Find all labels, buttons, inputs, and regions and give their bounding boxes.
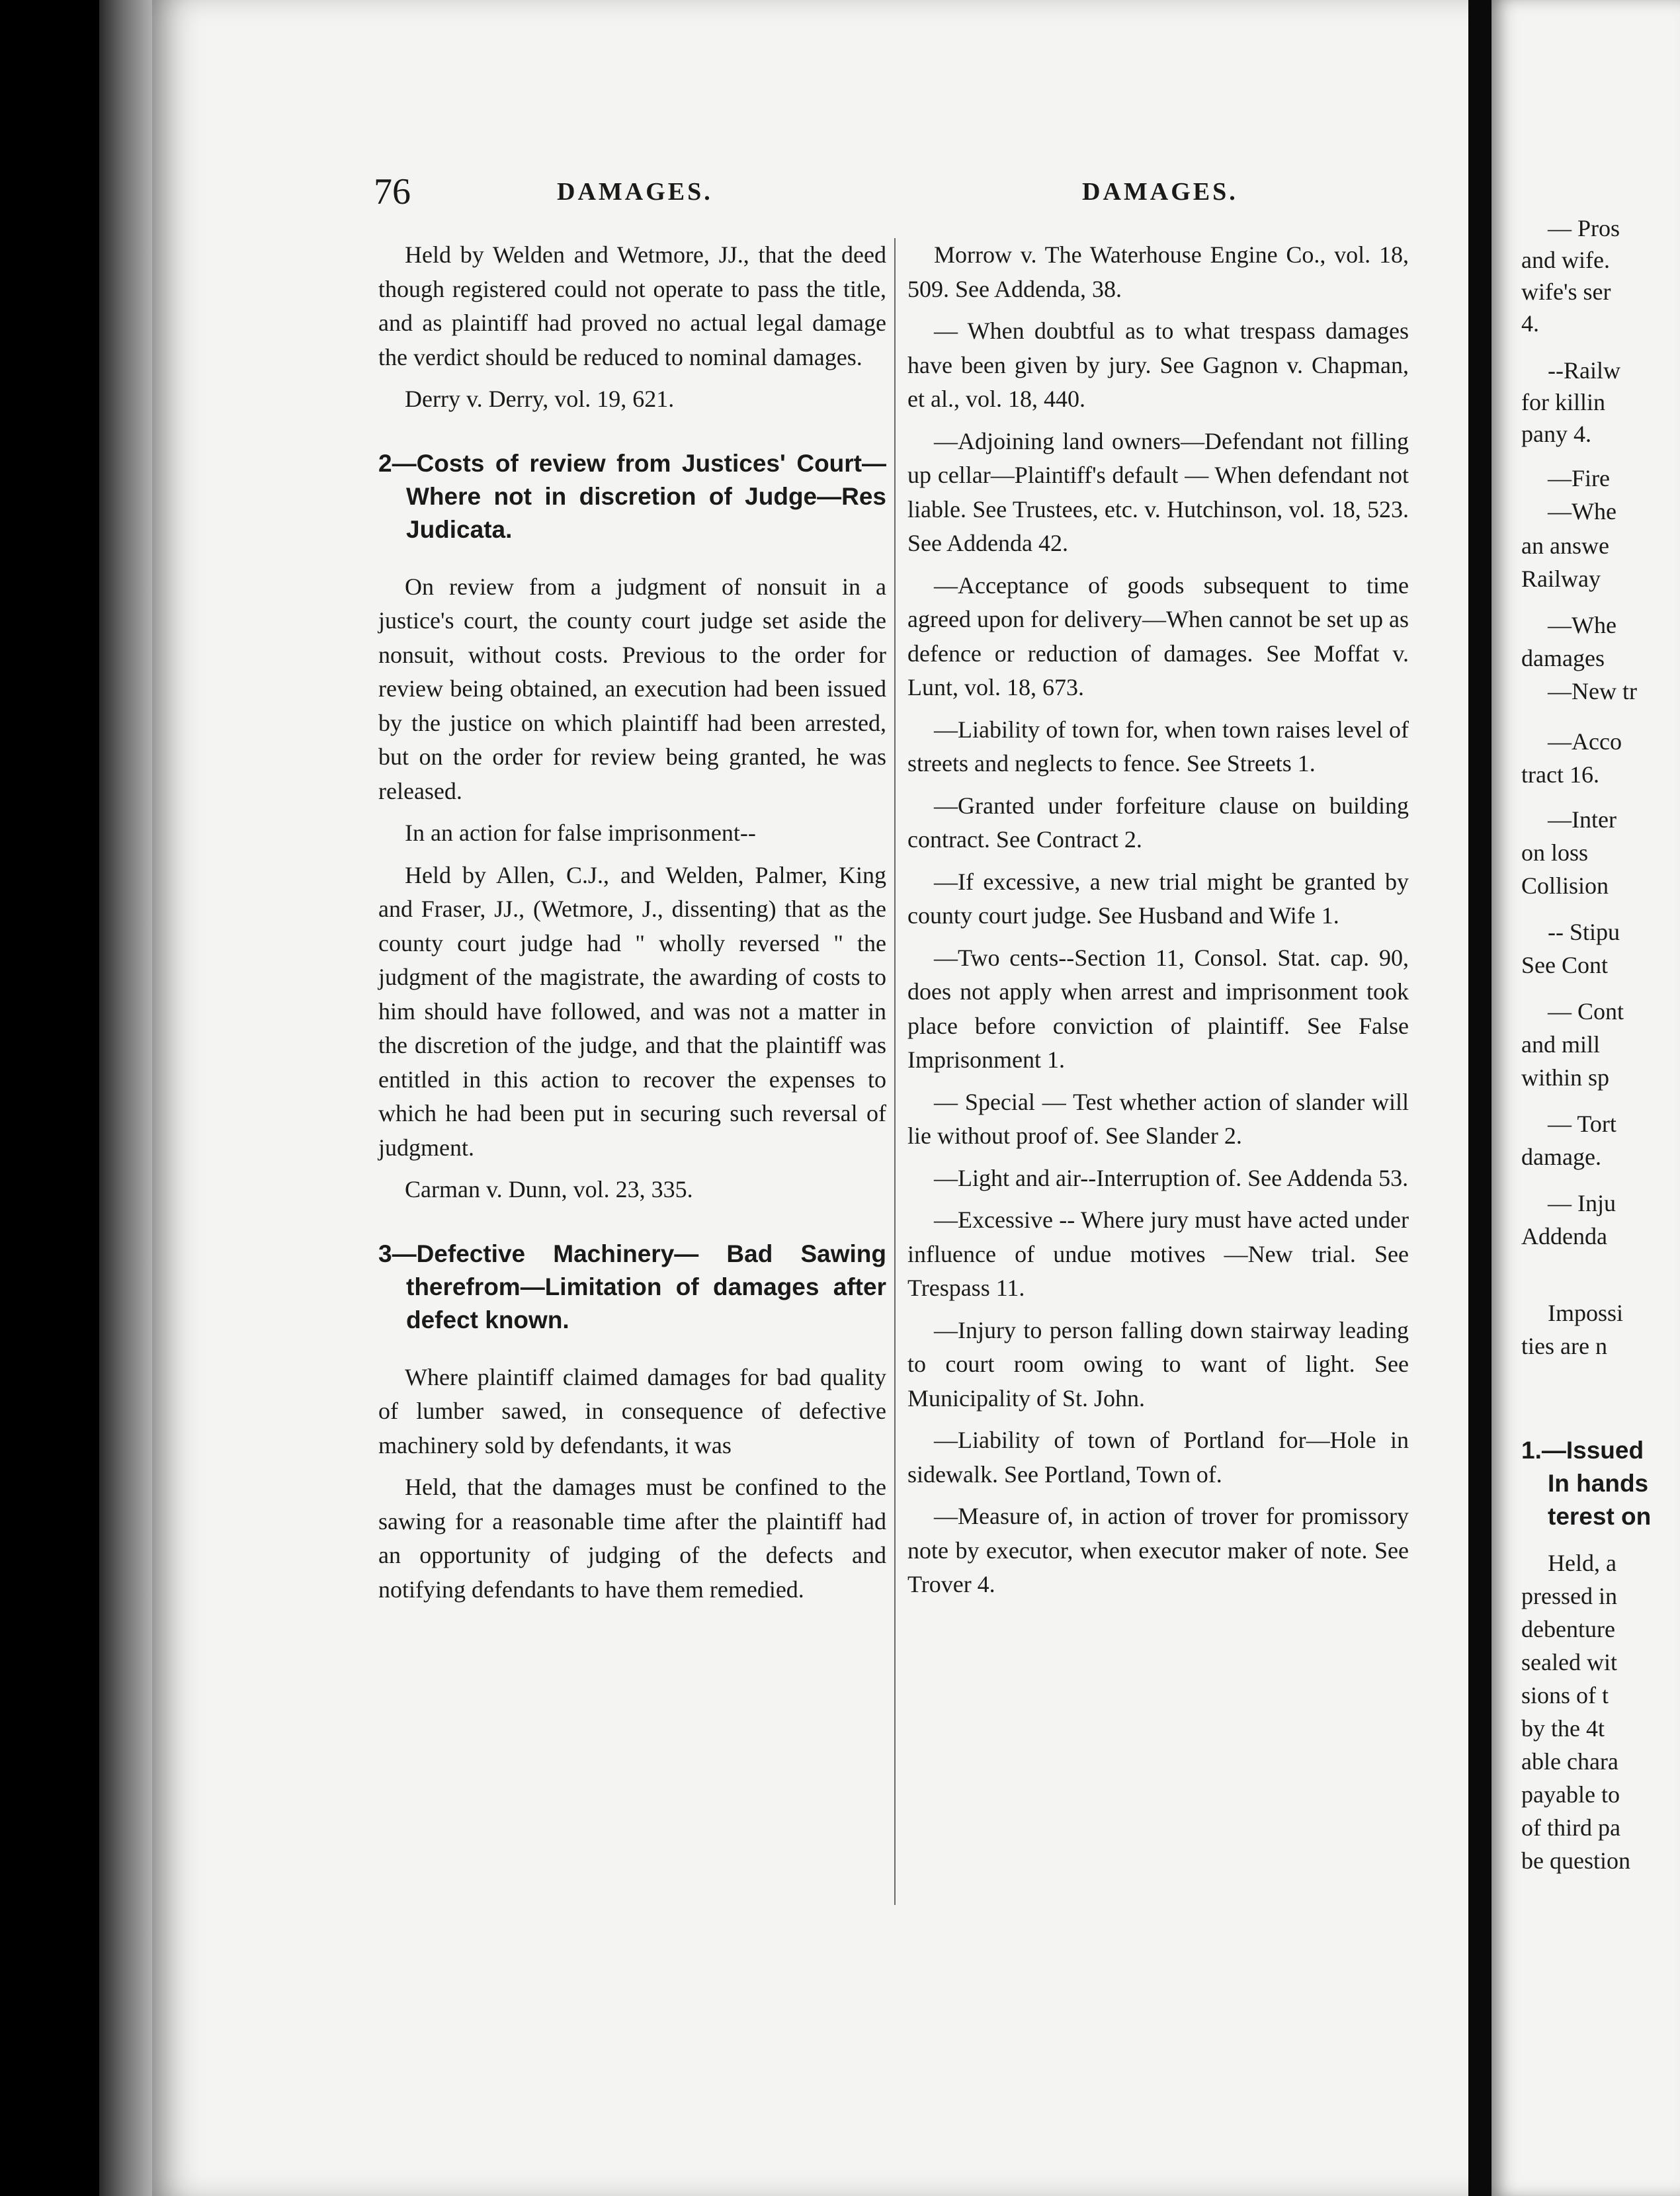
index-entry: —Light and air--Interruption of. See Addenda 53. [934, 1164, 1409, 1191]
right-page-line: terest on [1548, 1503, 1652, 1530]
right-page-line: Railway [1521, 566, 1601, 592]
right-page-line: —Inter [1548, 806, 1617, 833]
paragraph: On review from a judgment of nonsuit in a justice's court, the county court judge set aside the nonsuit, without costs. Previous to the order for review being obtained, an execution had been issued by the justice on which plaintiff had been arrested, but on the order for review being granted, he was released. [378, 573, 886, 804]
right-page-line: payable to [1521, 1781, 1620, 1808]
right-page-line: —Whe [1548, 498, 1617, 525]
right-page-line: and mill [1521, 1031, 1600, 1058]
paragraph: Held, that the damages must be confined to the sawing for a reasonable time after the plaintiff had an opportunity of judging of the defects and notifying defendants to have them remedied. [378, 1474, 886, 1603]
right-page-line: —Whe [1548, 612, 1617, 638]
section-heading: 3—Defective Machinery— Bad Sawing therefrom—Limitation of damages after defect known. [378, 1240, 886, 1333]
case-citation: Carman v. Dunn, vol. 23, 335. [405, 1176, 693, 1203]
right-page-line: ties are n [1521, 1333, 1607, 1359]
index-entry: Morrow v. The Waterhouse Engine Co., vol. 18, 509. See Addenda, 38. [907, 241, 1409, 302]
index-entry: —Liability of town for, when town raises level of streets and neglects to fence. See Streets 1. [907, 716, 1409, 777]
right-page-line: In hands [1548, 1470, 1649, 1497]
index-entry: —Adjoining land owners—Defendant not filling up cellar—Plaintiff's default — When defendant not liable. See Trustees, etc. v. Hutchinson, vol. 18, 523. See Addenda 42. [907, 427, 1409, 556]
right-page-line: within sp [1521, 1064, 1610, 1091]
right-page-line: —Acco [1548, 728, 1622, 755]
right-page-line: sealed wit [1521, 1649, 1617, 1675]
index-entry: —Liability of town of Portland for—Hole in sidewalk. See Portland, Town of. [907, 1427, 1409, 1488]
right-page-line: on loss [1521, 839, 1589, 866]
right-page-line: Collision [1521, 872, 1609, 899]
right-page-line: —Fire [1548, 465, 1610, 491]
right-page-line: for killin [1521, 389, 1605, 415]
right-page-line: See Cont [1521, 952, 1608, 978]
right-page-line: Impossi [1548, 1300, 1624, 1326]
right-page-line: tract 16. [1521, 761, 1599, 788]
right-page-line: — Cont [1548, 998, 1624, 1025]
right-book-page-fragment [1491, 0, 1680, 2196]
right-page-line: — Inju [1548, 1190, 1616, 1216]
right-page-line: --Railw [1548, 357, 1620, 384]
section-heading: 2—Costs of review from Justices' Court—Where not in discretion of Judge—Res Judicata. [378, 449, 886, 543]
right-page-line: debenture [1521, 1616, 1615, 1642]
right-page-line: sions of t [1521, 1682, 1609, 1709]
case-citation: Derry v. Derry, vol. 19, 621. [405, 386, 675, 412]
right-page-line: 4. [1521, 310, 1539, 337]
running-head-right: DAMAGES. [1082, 178, 1238, 206]
right-page-line: and wife. [1521, 247, 1610, 273]
paragraph: In an action for false imprisonment-- [405, 820, 756, 846]
index-entry: —Measure of, in action of trover for promissory note by executor, when executor maker of note. See Trover 4. [907, 1503, 1409, 1597]
right-page-line: damage. [1521, 1144, 1601, 1170]
book-binding-edge [99, 0, 159, 2196]
right-page-line: — Pros [1548, 215, 1620, 241]
right-page-line: Addenda [1521, 1223, 1607, 1249]
right-page-line: damages [1521, 645, 1605, 671]
left-text-column [378, 238, 886, 1615]
index-entry: —Excessive -- Where jury must have acted under influence of undue motives —New trial. See Trespass 11. [907, 1206, 1409, 1301]
right-page-line: an answe [1521, 532, 1609, 559]
index-entry: —If excessive, a new trial might be granted by county court judge. See Husband and Wife 1. [907, 868, 1409, 929]
index-entry: — When doubtful as to what trespass damages have been given by jury. See Gagnon v. Chapman, et al., vol. 18, 440. [907, 317, 1409, 412]
page-number: 76 [374, 171, 411, 212]
index-entry: —Granted under forfeiture clause on building contract. See Contract 2. [907, 792, 1409, 853]
index-entry: —Two cents--Section 11, Consol. Stat. cap. 90, does not apply when arrest and imprisonment took place before conviction of plaintiff. See False Imprisonment 1. [907, 944, 1409, 1073]
right-page-line: able chara [1521, 1748, 1618, 1775]
right-page-line: wife's ser [1521, 278, 1611, 305]
paragraph: Held by Welden and Wetmore, JJ., that the deed though registered could not operate to pass the title, and as plaintiff had proved no actual legal damage the verdict should be reduced to nominal damages. [378, 241, 886, 370]
right-page-line: 1.—Issued [1521, 1437, 1644, 1464]
right-page-line: -- Stipu [1548, 919, 1620, 945]
paragraph: Where plaintiff claimed damages for bad quality of lumber sawed, in consequence of defective machinery sold by defendants, it was [378, 1363, 886, 1458]
right-page-line: — Tort [1548, 1111, 1617, 1137]
paragraph: Held by Allen, C.J., and Welden, Palmer, King and Fraser, JJ., (Wetmore, J., dissenting) that as the county court judge had " wholly reversed " the judgment of the magistrate, the awarding of costs to him should have followed, and was not a matter in the discretion of the judge, and that the plaintiff was entitled in this action to recover the expenses to which he had been put in securing such reversal of judgment. [378, 861, 886, 1161]
index-entry: —Injury to person falling down stairway leading to court room owing to want of light. See Municipality of St. John. [907, 1316, 1409, 1412]
right-page-line: pressed in [1521, 1583, 1617, 1609]
index-entry: —Acceptance of goods subsequent to time agreed upon for delivery—When cannot be set up as defence or reduction of damages. See Moffat v. Lunt, vol. 18, 673. [907, 571, 1409, 700]
column-divider-rule [894, 238, 896, 1905]
index-entry: — Special — Test whether action of slander will lie without proof of. See Slander 2. [907, 1088, 1409, 1149]
page-gutter [1468, 0, 1491, 2196]
middle-text-column [907, 238, 1409, 1610]
right-page-line: pany 4. [1521, 421, 1591, 447]
right-page-line: be question [1521, 1847, 1630, 1874]
running-head-left: DAMAGES. [557, 178, 713, 206]
right-page-line: by the 4t [1521, 1715, 1605, 1742]
right-page-line: —New tr [1548, 678, 1637, 704]
right-page-line: Held, a [1548, 1550, 1617, 1576]
right-page-line: of third pa [1521, 1814, 1620, 1841]
